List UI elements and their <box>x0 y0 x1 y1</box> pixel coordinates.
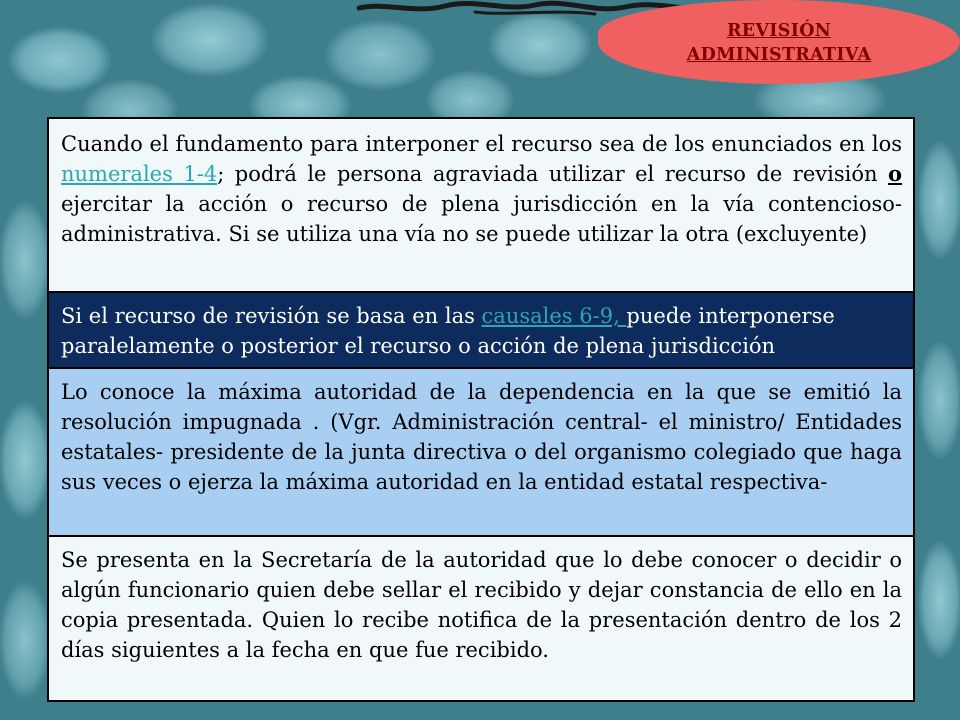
emphasized-o: o <box>888 161 903 186</box>
row-1-text-part: Cuando el fundamento para interponer el recurso sea de los enunciados en los <box>61 132 902 156</box>
row-3-text: Lo conoce la máxima autoridad de la dependencia en la que se emitió la resolución impugnada . (Vgr. Administración central- el ministro/ Entidades estatales- presidente de la junta directiva o del organismo colegiado que haga sus veces o ejerza la máxima autoridad en la entidad estatal respectiva- <box>61 380 902 494</box>
row-1-text-part: ejercitar la acción o recurso de plena jurisdicción en la vía contencioso- administrativa. Si se utiliza una vía no se puede utilizar la otra (excluyente) <box>61 192 902 246</box>
numerales-link[interactable]: numerales 1-4 <box>61 162 218 186</box>
row-1-text <box>61 129 902 249</box>
title-line-1: REVISIÓN <box>726 21 832 41</box>
row-1-text-part: ; podrá le persona agraviada utilizar el recurso de revisión <box>217 162 888 186</box>
content-row-2 <box>49 291 913 367</box>
row-2-text-part: Si el recurso de revisión se basa en las <box>61 304 482 328</box>
row-2-text <box>61 301 902 361</box>
causales-link[interactable]: causales 6-9, <box>481 304 627 328</box>
content-row-4 <box>49 535 913 700</box>
content-row-3 <box>49 367 913 535</box>
row-4-text: Se presenta en la Secretaría de la autoridad que lo debe conocer o decidir o algún funcionario quien debe sellar el recibido y dejar constancia de ello en la copia presentada. Quien lo recibe notifica de la presentación dentro de los 2 días siguientes a la fecha en que fue recibido. <box>61 548 902 662</box>
content-table <box>47 117 915 702</box>
title-line-2: ADMINISTRATIVA <box>686 45 872 65</box>
title-oval <box>598 0 960 84</box>
content-row-1 <box>49 119 913 291</box>
row-2-text-part: puede interponerse paralelamente o posterior el recurso o acción de plena jurisdicción <box>61 304 835 358</box>
